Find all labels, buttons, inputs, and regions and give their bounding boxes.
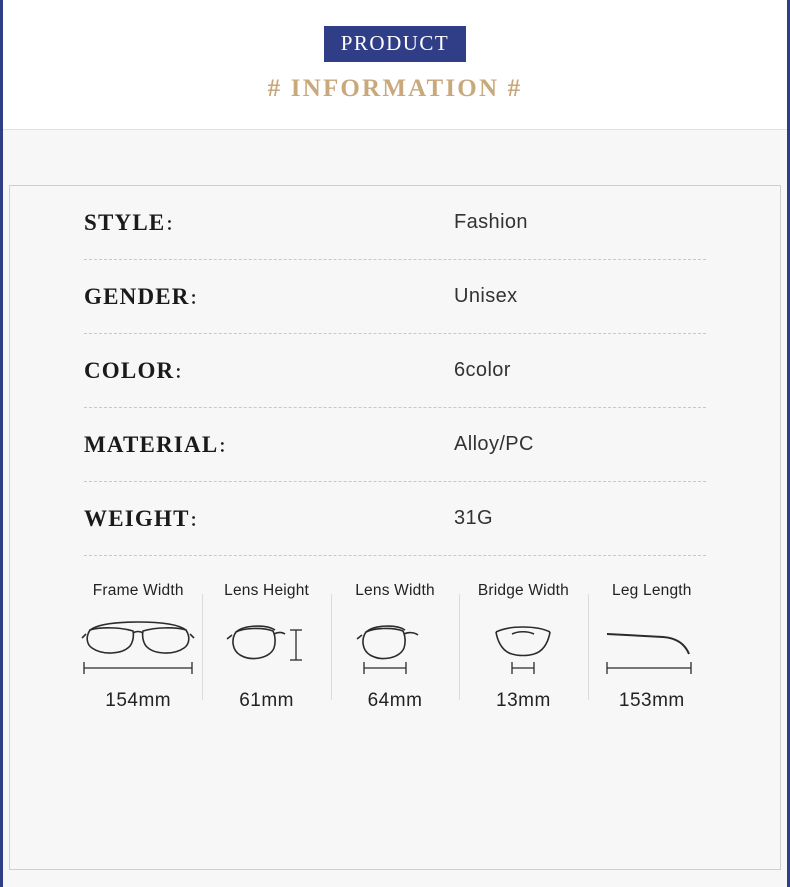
page-header	[3, 0, 787, 130]
measurement-value: 13mm	[496, 690, 551, 711]
measurement-title: Lens Width	[355, 582, 435, 599]
spec-value: 6color	[454, 359, 511, 381]
lens-height-icon	[206, 600, 326, 690]
bridge-width-icon	[463, 600, 583, 690]
spec-row-weight	[84, 482, 706, 556]
spec-value: 31G	[454, 507, 494, 529]
measurement-value: 64mm	[367, 690, 423, 711]
spec-label: GENDER：	[84, 283, 207, 309]
lens-width-icon	[335, 600, 455, 690]
spec-list	[10, 186, 780, 556]
measurement-strip	[74, 582, 716, 712]
measurement-bridge-width	[459, 582, 587, 712]
measurement-frame-width	[74, 582, 202, 712]
measurement-lens-height	[202, 582, 330, 712]
measurement-value: 154mm	[105, 690, 172, 711]
measurement-title: Frame Width	[92, 582, 184, 599]
page-subtitle: # INFORMATION #	[267, 75, 523, 102]
temple-arm-icon	[592, 600, 712, 690]
spec-value: Alloy/PC	[454, 433, 534, 455]
measurement-title: Lens Height	[224, 582, 310, 599]
badge-container	[3, 0, 787, 62]
spec-row-style	[84, 186, 706, 260]
measurement-value: 153mm	[618, 690, 685, 711]
measurement-value: 61mm	[239, 690, 294, 711]
spec-row-material	[84, 408, 706, 482]
spec-label: WEIGHT：	[84, 505, 207, 531]
page-body	[3, 130, 787, 887]
spec-value: Fashion	[454, 211, 528, 233]
spec-row-gender	[84, 260, 706, 334]
spec-row-color	[84, 334, 706, 408]
measurement-title: Bridge Width	[477, 582, 569, 599]
spec-value: Unisex	[454, 285, 518, 307]
spec-label: STYLE：	[84, 209, 183, 235]
measurement-leg-length	[588, 582, 716, 712]
information-card	[9, 185, 781, 870]
glasses-front-icon	[78, 600, 198, 690]
spec-label: COLOR：	[84, 357, 192, 383]
measurement-title: Leg Length	[612, 582, 692, 599]
measurement-lens-width	[331, 582, 459, 712]
product-badge: PRODUCT	[324, 26, 467, 62]
spec-label: MATERIAL：	[84, 431, 236, 457]
